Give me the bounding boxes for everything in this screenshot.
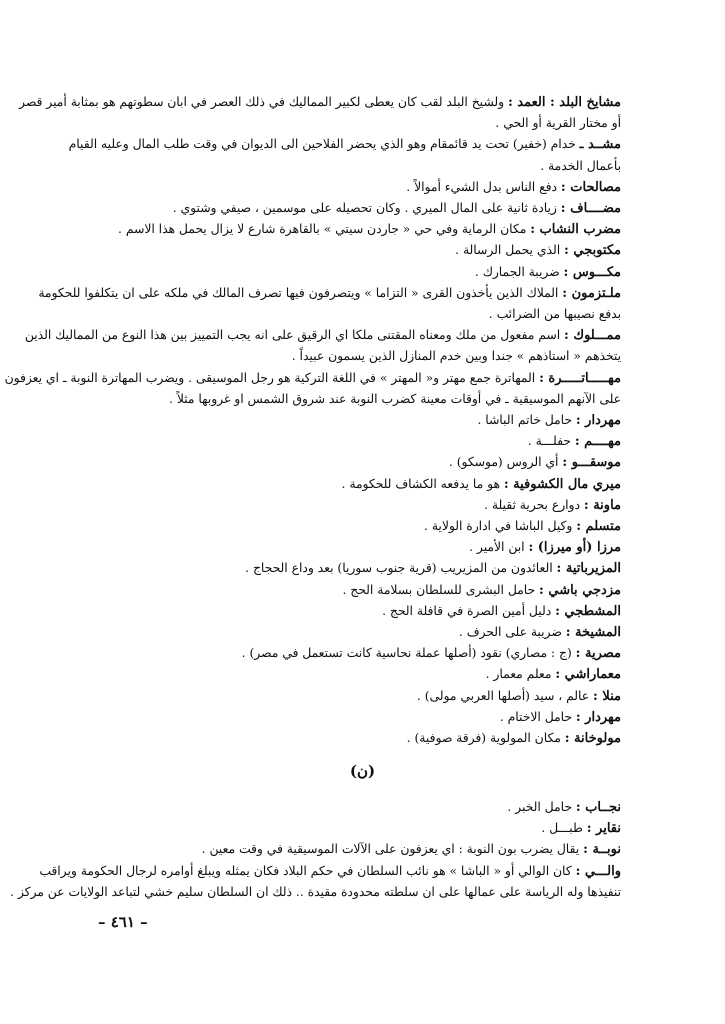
entry-definition: العائدون من المزيريب (قرية جنوب سوريا) بعد وداع الحجاج .	[245, 561, 557, 576]
entry-definition: مكان الرماية وفي حي « جاردن سيتي » بالقاهرة شارع لا يزال يحمل هذا الاسم .	[118, 222, 531, 237]
entry-term: ماونة :	[583, 497, 621, 513]
entry-term: المشطجي :	[555, 603, 621, 619]
entry-definition: أي الروس (موسكو) .	[448, 455, 563, 470]
glossary-entry	[61, 818, 621, 839]
entry-term: ممـــلوك :	[564, 328, 621, 344]
glossary-entry-continuation	[101, 113, 621, 134]
page-number: – ٤٦١ –	[98, 913, 148, 931]
entry-term: متسلم :	[576, 519, 621, 535]
glossary-entry	[101, 643, 621, 664]
entry-term: مكتوبجي :	[564, 243, 621, 259]
entry-definition: عالم ، سيد (أصلها العربي مولى) .	[416, 688, 594, 703]
entry-definition: يقال يضرب بون النوبة : اي يعزفون على الآلات الموسيقية في وقت معين .	[201, 842, 584, 857]
entry-definition: مكان المولوية (فرقة صوفية) .	[406, 731, 565, 746]
glossary-entry	[101, 495, 621, 516]
glossary-entry	[101, 601, 621, 622]
entry-definition: بدفع نصيبها من الضرائب .	[488, 307, 621, 322]
entry-definition: (ج : مصاري) نقود (أصلها عملة نحاسية كانت تستعمل في مصر) .	[241, 646, 576, 661]
glossary-entry	[101, 516, 621, 537]
entry-term: نقاير :	[586, 821, 621, 837]
entry-definition: معلم معمار .	[485, 667, 556, 682]
entry-definition: الذي يحمل الرسالة .	[455, 243, 565, 258]
entry-term: مزدجي باشي :	[539, 582, 621, 598]
entry-definition: المهاترة جمع مهتر و« المهتر » في اللغة التركية هو رجل الموسيقى . ويضرب المهاترة النوبة ـ اي يعزفون	[4, 370, 540, 385]
entry-term: المشيخة :	[565, 625, 621, 641]
glossary-entry	[101, 728, 621, 749]
glossary-entry	[101, 686, 621, 707]
glossary-entry	[101, 240, 621, 261]
glossary-entry	[101, 177, 621, 198]
entry-term: منلا :	[593, 688, 621, 704]
glossary-entries-mim	[4, 92, 621, 749]
glossary-entry	[38, 283, 621, 304]
glossary-entry	[101, 558, 621, 579]
entry-definition: حامل خاتم الباشا .	[477, 413, 576, 428]
entry-term: معماراشي :	[555, 667, 621, 683]
entry-term: مرزا (أو ميرزا) :	[528, 540, 621, 556]
glossary-entry	[101, 622, 621, 643]
entry-definition: اسم مفعول من ملك ومعناه المقتنى ملكا اي الرقيق على انه يجب التمييز بين هذا النوع من المماليك الذين	[24, 328, 565, 343]
entry-term: مشايخ البلد : العمد :	[507, 95, 621, 110]
entry-definition: حفلـــة .	[527, 434, 575, 449]
entry-definition: يتخذهم « استاذهم » جندا وبين خدم المنازل الذين يسمون عبيداً .	[291, 349, 621, 364]
glossary-entry-continuation	[101, 304, 621, 325]
entry-definition: وكيل الباشا في ادارة الولاية .	[424, 519, 577, 534]
entry-term: مهـــــاتـــــرة :	[539, 370, 621, 386]
glossary-entry	[101, 580, 621, 601]
entry-definition: ولشيخ البلد لقب كان يعطى لكبير المماليك في ذلك العصر في ابان سطوتهم هو بمثابة أمير قصر	[19, 95, 508, 109]
glossary-entries-nun-waw	[10, 797, 621, 903]
entry-definition: تنفيذها وله الرياسة على عمالها على ان سلطته محدودة مقيدة .. ذلك ان السلطان سليم خشي لتباعد الولايات عن مركز .	[10, 884, 621, 899]
glossary-entry-continuation	[101, 389, 621, 410]
glossary-entry	[4, 368, 621, 389]
entry-term: المزيرباتية :	[556, 561, 621, 577]
glossary-entry	[24, 325, 621, 346]
entry-term: مهردار :	[575, 709, 621, 725]
glossary-entry	[101, 452, 621, 473]
glossary-entry	[101, 474, 621, 495]
entry-definition: ضريبة الجمارك .	[474, 264, 564, 279]
entry-definition: حامل البشرى للسلطان بسلامة الحج .	[342, 582, 540, 597]
entry-definition: ضريبة على الحرف .	[458, 625, 566, 640]
glossary-entry-continuation	[101, 156, 621, 177]
glossary-entry	[101, 664, 621, 685]
entry-definition: طبـــل .	[541, 821, 587, 836]
entry-term: مضــــاف :	[560, 201, 621, 217]
entry-definition: خدام (خفير) تحت يد قائمقام وهو الذي يحضر الفلاحين الى الديوان في وقت طلب المال وعليه القيام	[68, 137, 580, 152]
entry-definition: دفع الناس بدل الشيء أموالاً .	[406, 179, 561, 194]
entry-term: موسقـــو :	[562, 455, 621, 471]
entry-definition: زيادة ثانية على المال الميري . وكان تحصيله على موسمين ، صيفي وشتوي .	[172, 201, 561, 216]
entry-term: مهــــم :	[574, 434, 621, 450]
entry-term: مصرية :	[575, 646, 621, 662]
glossary-entry	[101, 537, 621, 558]
entry-definition: أو مختار القرية أو الحي .	[495, 116, 621, 131]
entry-term: مصالحات :	[560, 179, 621, 195]
glossary-entry	[61, 797, 621, 818]
entry-definition: حامل الاختام .	[499, 709, 576, 724]
entry-term: مشــد ـ	[579, 137, 621, 153]
glossary-entry	[61, 839, 621, 860]
entry-definition: الملاك الذين يأخذون القرى « التزاما » ويتصرفون فيها تصرف المالك في ملكه على ان يتكلفوا للحكومة	[38, 285, 563, 300]
glossary-entry	[19, 92, 621, 113]
entry-definition: حامل الخبر .	[507, 800, 576, 814]
entry-term: مهردار :	[575, 413, 621, 429]
entry-definition: دليل أمين الصرة في قافلة الحج .	[382, 603, 556, 618]
glossary-entry	[39, 861, 621, 882]
entry-definition: ابن الأمير .	[469, 540, 529, 555]
glossary-entry-continuation	[101, 346, 621, 367]
glossary-entry	[101, 707, 621, 728]
entry-term: ملـتزمون :	[562, 285, 621, 301]
glossary-entry	[101, 262, 621, 283]
entry-term: والـــي :	[575, 863, 621, 879]
entry-definition: على الآنهم الموسيقية ـ في أوقات معينة كضرب النوبة عند شروق الشمس او غروبها مثلاً .	[169, 391, 621, 406]
glossary-entry-continuation	[10, 882, 621, 903]
entry-term: نجــاب :	[575, 800, 621, 815]
glossary-entry	[101, 198, 621, 219]
entry-definition: هو ما يدفعه الكشاف للحكومة .	[341, 476, 504, 491]
section-letter-heading: (ن)	[349, 762, 376, 780]
glossary-entry	[101, 410, 621, 431]
entry-definition: بأعمال الخدمة .	[540, 158, 621, 173]
glossary-entry	[101, 219, 621, 240]
entry-term: ميري مال الكشوفية :	[503, 476, 621, 492]
entry-term: مولوخانة :	[564, 731, 621, 747]
entry-term: نوبــة :	[583, 842, 621, 858]
entry-definition: دوارع بحرية ثقيلة .	[484, 497, 584, 512]
entry-definition: كان الوالي أو « الباشا » هو نائب السلطان في حكم البلاد فكان يمثله ويبلغ أوامره لرجال الحكومة ويراقب	[39, 863, 576, 878]
glossary-entry	[68, 134, 621, 155]
glossary-entry	[101, 431, 621, 452]
entry-term: مكـــوس :	[563, 264, 621, 280]
entry-term: مضرب النشاب :	[530, 222, 621, 238]
